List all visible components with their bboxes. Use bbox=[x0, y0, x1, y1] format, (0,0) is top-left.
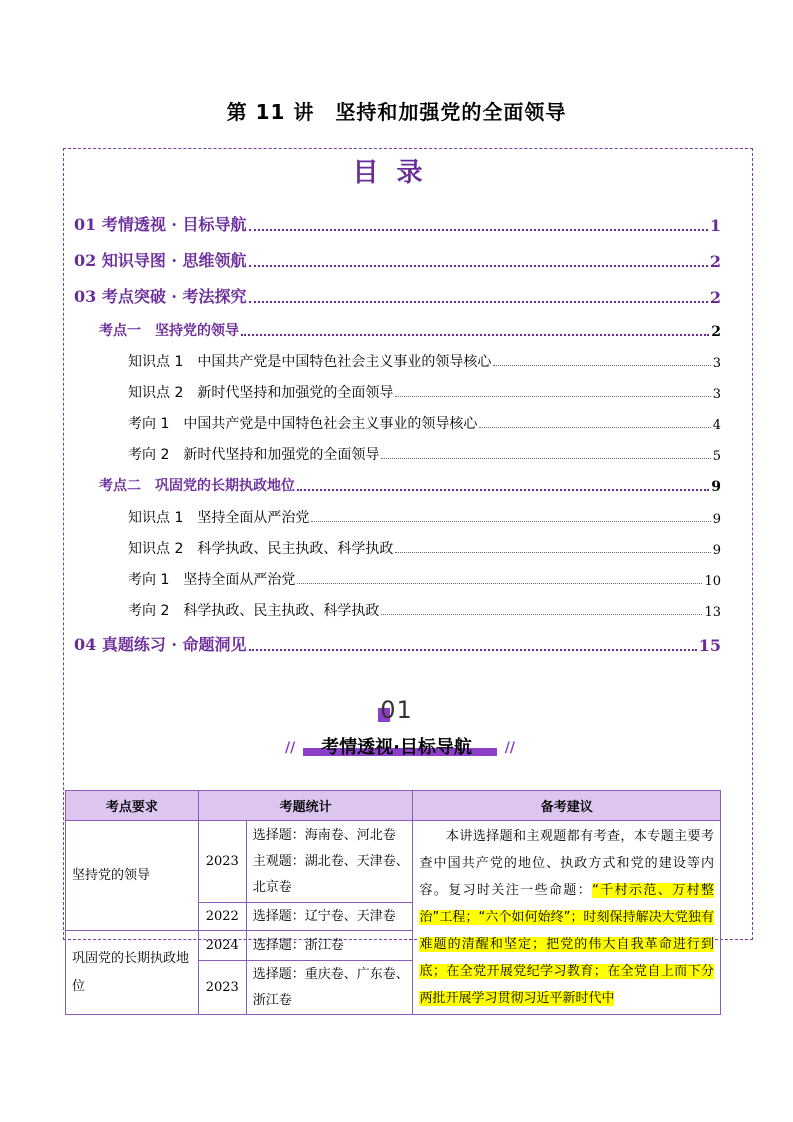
toc-entry-page: 2 bbox=[709, 288, 721, 307]
toc-entry-page: 10 bbox=[704, 574, 721, 589]
toc-entry-label: 考向 2 新时代坚持和加强党的全面领导 bbox=[128, 447, 380, 463]
toc-entry-label: 知识点 1 中国共产党是中国特色社会主义事业的领导核心 bbox=[128, 354, 492, 370]
table-header-cell: 考题统计 bbox=[198, 791, 413, 821]
toc-leader-dots bbox=[395, 396, 710, 397]
toc-entry[interactable] bbox=[128, 351, 721, 371]
table-row bbox=[66, 821, 721, 903]
toc-entry-label: 考向 1 中国共产党是中国特色社会主义事业的领导核心 bbox=[128, 416, 478, 432]
year-cell: 2023 bbox=[198, 961, 246, 1015]
toc-entry[interactable] bbox=[99, 320, 721, 340]
stat-cell: 选择题：浙江卷 bbox=[246, 931, 413, 961]
year-cell: 2022 bbox=[198, 903, 246, 931]
toc-entry-label: 考向 2 科学执政、民主执政、科学执政 bbox=[128, 603, 380, 619]
toc-entry[interactable] bbox=[74, 212, 721, 235]
advice-cell bbox=[413, 821, 721, 1015]
toc-leader-dots bbox=[381, 614, 702, 615]
toc-entry-label: 知识点 2 科学执政、民主执政、科学执政 bbox=[128, 541, 394, 557]
toc-entry-label: 02 知识导图 · 思维领航 bbox=[74, 251, 247, 270]
toc-entry[interactable] bbox=[128, 507, 721, 527]
toc-entry-label: 考点二 巩固党的长期执政地位 bbox=[99, 478, 295, 494]
toc-entry-page: 2 bbox=[711, 324, 721, 340]
toc-entry-page: 9 bbox=[711, 479, 721, 495]
toc-leader-dots bbox=[381, 458, 710, 459]
table-header-cell: 备考建议 bbox=[413, 791, 721, 821]
toc-entry[interactable] bbox=[128, 600, 721, 620]
toc-entry-label: 04 真题练习 · 命题洞见 bbox=[74, 635, 247, 654]
exam-analysis-table bbox=[65, 790, 721, 1015]
toc-leader-dots bbox=[249, 649, 697, 651]
toc-entry[interactable] bbox=[74, 284, 721, 307]
toc-entry-page: 5 bbox=[712, 449, 721, 464]
toc-entry-label: 03 考点突破 · 考法探究 bbox=[74, 287, 247, 306]
toc-entry-label: 考向 1 坚持全面从严治党 bbox=[128, 572, 296, 588]
toc-entry[interactable] bbox=[128, 569, 721, 589]
toc-entry-label: 01 考情透视 · 目标导航 bbox=[74, 215, 247, 234]
toc-entry-page: 2 bbox=[709, 252, 721, 271]
toc-leader-dots bbox=[297, 489, 709, 491]
toc-entry-page: 4 bbox=[712, 418, 721, 433]
table-header-row bbox=[66, 791, 721, 821]
toc-entry[interactable] bbox=[128, 444, 721, 464]
stat-cell: 选择题：辽宁卷、天津卷 bbox=[246, 903, 413, 931]
table-header-cell: 考点要求 bbox=[66, 791, 199, 821]
toc-heading: 目录 bbox=[352, 158, 441, 188]
requirement-cell: 巩固党的长期执政地位 bbox=[66, 931, 199, 1015]
toc-leader-dots bbox=[479, 427, 710, 428]
toc-entry[interactable] bbox=[128, 538, 721, 558]
toc-entry-label: 考点一 坚持党的领导 bbox=[99, 323, 239, 339]
slash-decoration-right: // bbox=[504, 740, 515, 756]
toc-entry-page: 15 bbox=[698, 636, 721, 655]
document-title: 第 11 讲 坚持和加强党的全面领导 bbox=[226, 100, 567, 124]
section-number: 01 bbox=[380, 696, 413, 724]
toc-entry-label: 知识点 1 坚持全面从严治党 bbox=[128, 510, 310, 526]
toc-entry[interactable] bbox=[74, 248, 721, 271]
toc-entry-page: 9 bbox=[712, 543, 721, 558]
toc-entry[interactable] bbox=[74, 632, 721, 655]
toc-leader-dots bbox=[297, 583, 702, 584]
stat-cell: 选择题：重庆卷、广东卷、浙江卷 bbox=[246, 961, 413, 1015]
toc-entry[interactable] bbox=[99, 475, 721, 495]
slash-decoration-left: // bbox=[285, 740, 296, 756]
toc-leader-dots bbox=[249, 301, 708, 303]
toc-entry-page: 3 bbox=[712, 387, 721, 402]
toc-leader-dots bbox=[249, 265, 708, 267]
stat-cell: 选择题：海南卷、河北卷 主观题：湖北卷、天津卷、北京卷 bbox=[246, 821, 413, 903]
toc-leader-dots bbox=[241, 334, 709, 336]
section-title: 考情透视·目标导航 bbox=[321, 737, 472, 758]
year-cell: 2024 bbox=[198, 931, 246, 961]
toc-entry-page: 9 bbox=[712, 512, 721, 527]
toc-leader-dots bbox=[493, 365, 710, 366]
toc-leader-dots bbox=[249, 229, 708, 231]
toc-entry-page: 1 bbox=[709, 216, 721, 235]
toc-entry[interactable] bbox=[128, 382, 721, 402]
toc-leader-dots bbox=[395, 552, 710, 553]
toc-entry-page: 3 bbox=[712, 356, 721, 371]
advice-highlight-text: “千村示范、万村整治”工程；“六个如何始终”；时刻保持解决大党独有难题的清醒和坚定；把党的伟大自我革命进行到底；在全党开展党纪学习教育；在全党自上而下分两批开展学习贯彻习近平新时代中 bbox=[419, 883, 714, 1006]
toc-entry-page: 13 bbox=[704, 605, 721, 620]
year-cell: 2023 bbox=[198, 821, 246, 903]
requirement-cell: 坚持党的领导 bbox=[66, 821, 199, 931]
toc-leader-dots bbox=[311, 521, 710, 522]
toc-entry[interactable] bbox=[128, 413, 721, 433]
advice-text: 本讲选择题和主观题都有考查，本专题主要考查中国共产党的地位、执政方式和党的建设等内容。复习时关注一些命题： bbox=[419, 829, 714, 898]
toc-entry-label: 知识点 2 新时代坚持和加强党的全面领导 bbox=[128, 385, 394, 401]
